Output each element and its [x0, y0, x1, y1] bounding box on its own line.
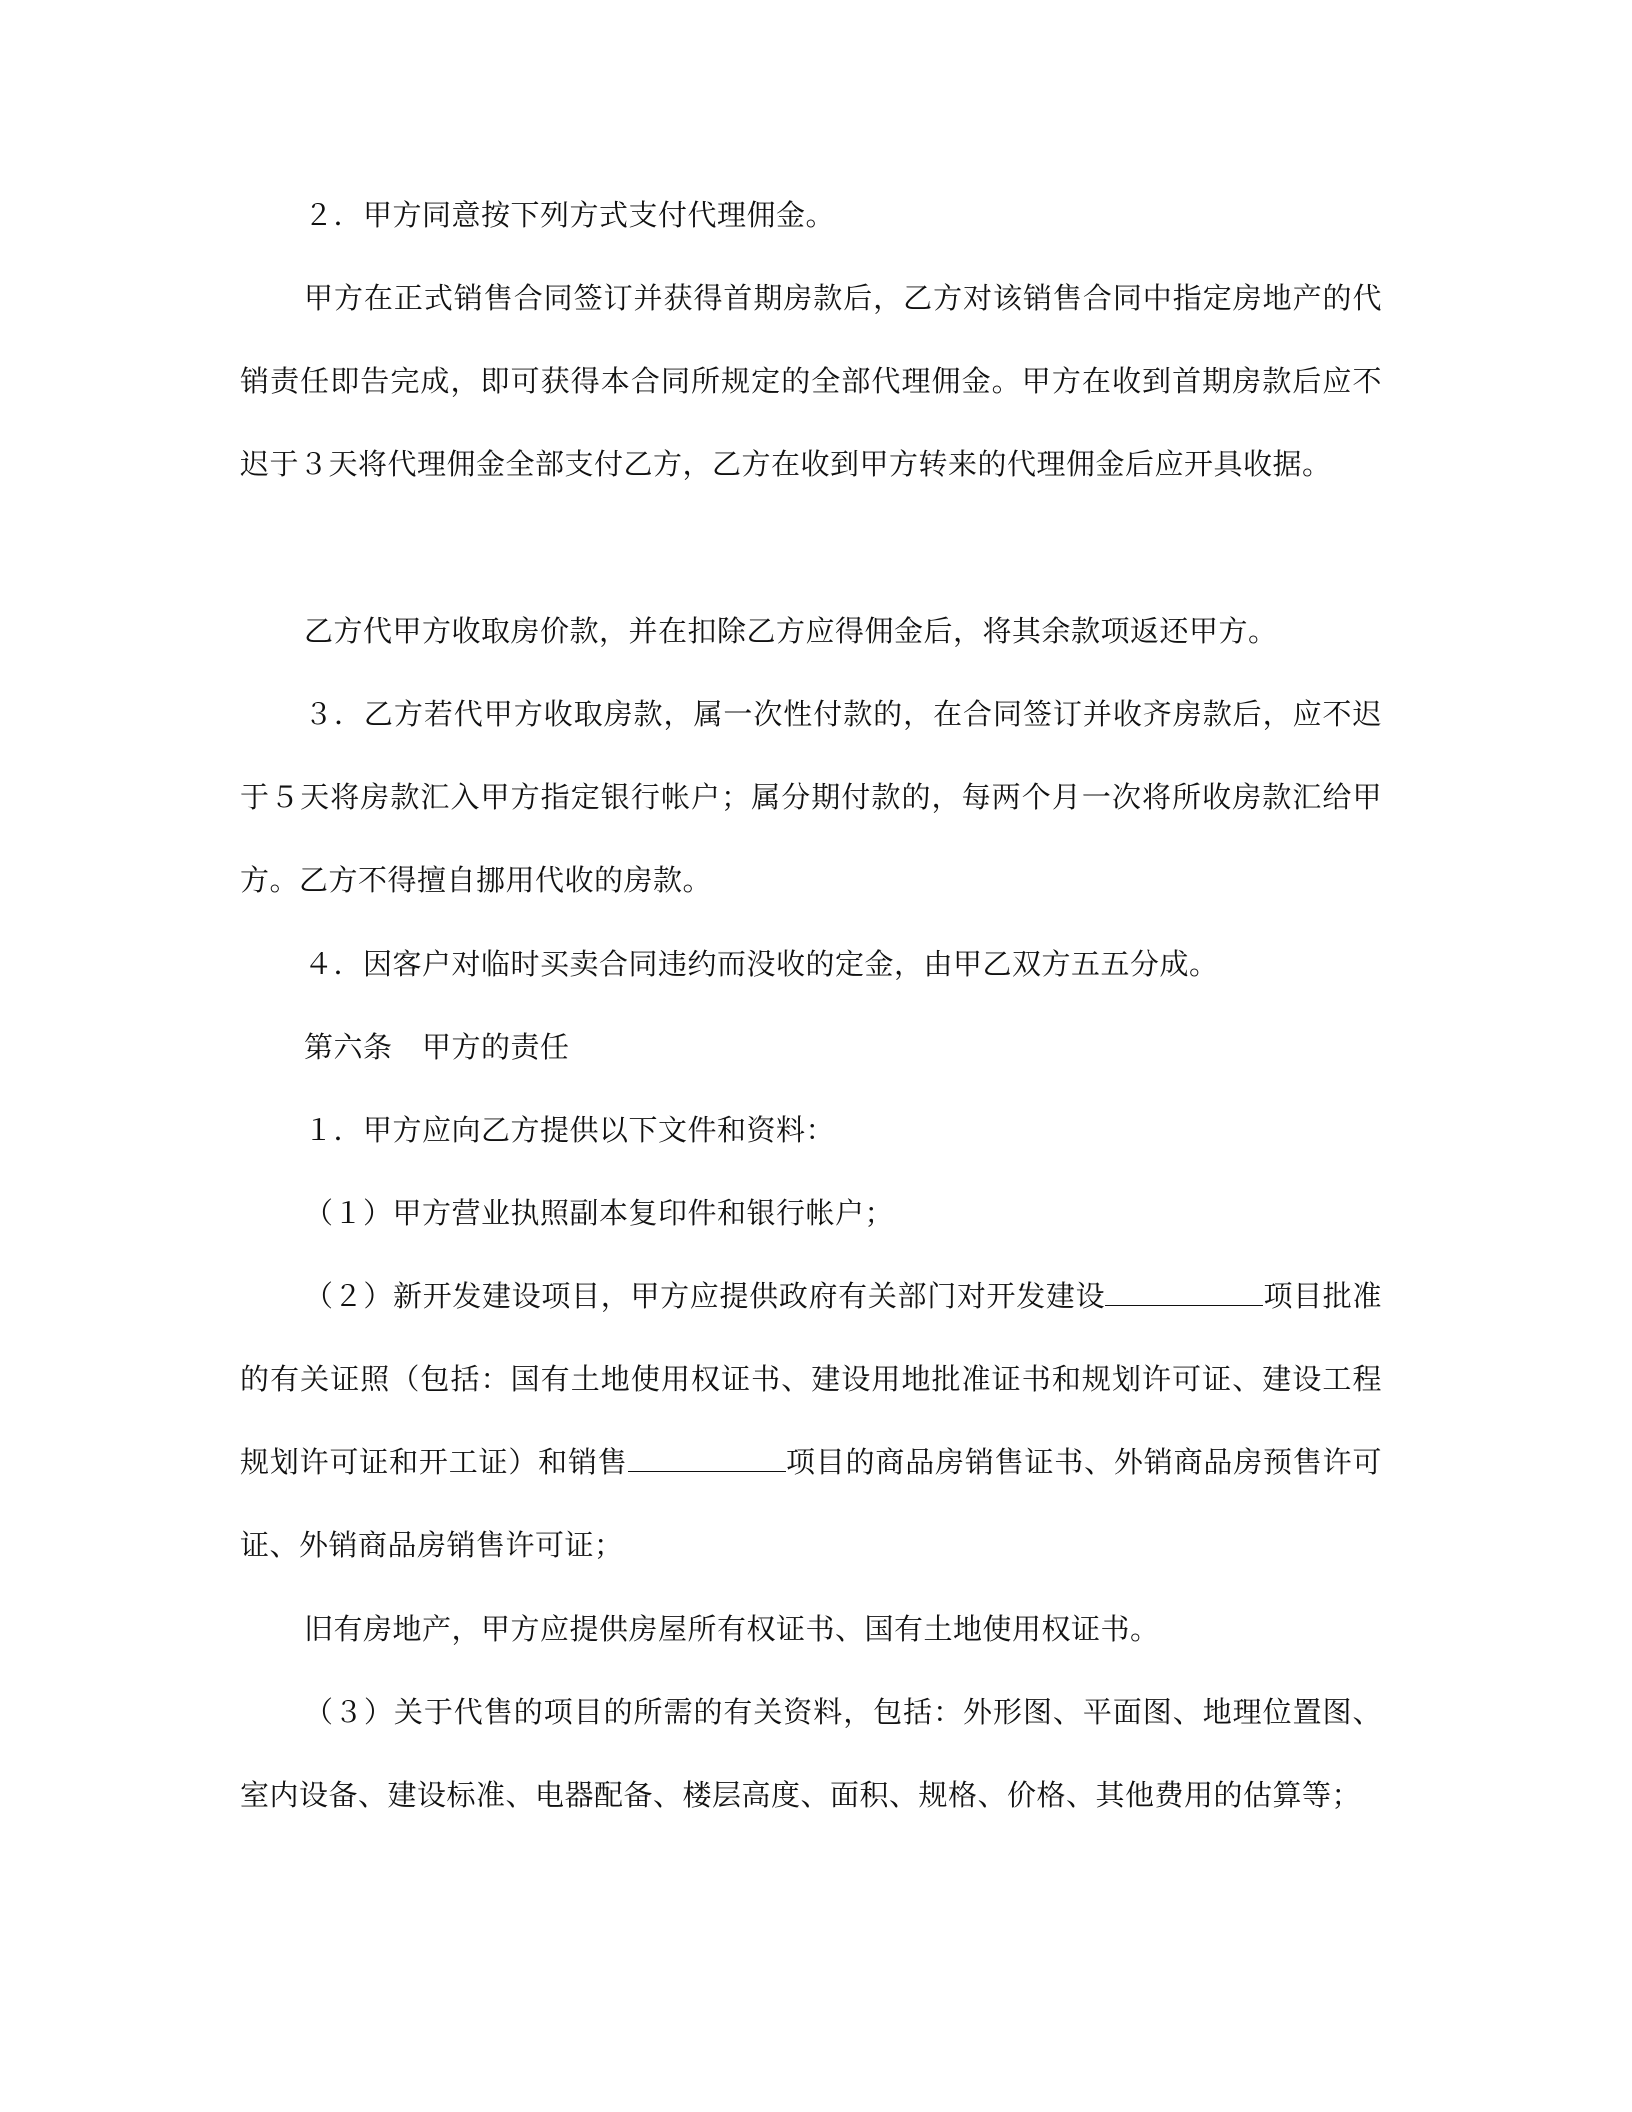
- paragraph-old-property: 旧有房地产，甲方应提供房屋所有权证书、国有土地使用权证书。: [304, 1612, 1160, 1646]
- paragraph-new-project-part2: 项目批准的有关证照（包括：国有土地使用权证书、建设用地批准证书和规划许可证、建设工程规划许可证和开工证）和销售: [240, 1279, 1382, 1479]
- paragraph-provide-documents: １．甲方应向乙方提供以下文件和资料：: [304, 1113, 836, 1147]
- paragraph-license-copy: （１）甲方营业执照副本复印件和银行帐户；: [304, 1196, 895, 1230]
- paragraph-deposit-split: ４．因客户对临时买卖合同违约而没收的定金，由甲乙双方五五分成。: [304, 947, 1219, 981]
- paragraph-new-project-part1: （２）新开发建设项目，甲方应提供政府有关部门对开发建设: [304, 1279, 1106, 1313]
- paragraph-collect-payment: ３．乙方若代甲方收取房款，属一次性付款的，在合同签订并收齐房款后，应不迟于５天将房款汇入甲方指定银行帐户；属分期付款的，每两个月一次将所收房款汇给甲方。乙方不得擅自挪用代收的房款。: [240, 697, 1382, 897]
- paragraph-commission-payment: ２．甲方同意按下列方式支付代理佣金。: [304, 198, 836, 232]
- paragraph-new-project-part3: 项目的商品房销售证书、外销商品房预售许可证、外销商品房销售许可证；: [240, 1445, 1382, 1562]
- fill-in-blank-sale-project[interactable]: [628, 1445, 786, 1472]
- paragraph-new-project: [240, 1255, 1382, 1587]
- fill-in-blank-project[interactable]: [1105, 1279, 1263, 1306]
- paragraph-collect-price: 乙方代甲方收取房价款，并在扣除乙方应得佣金后，将其余款项返还甲方。: [304, 614, 1278, 648]
- article-six-heading: 第六条 甲方的责任: [304, 1030, 570, 1064]
- paragraph-project-materials: （３）关于代售的项目的所需的有关资料，包括：外形图、平面图、地理位置图、室内设备、建设标准、电器配备、楼层高度、面积、规格、价格、其他费用的估算等；: [240, 1695, 1382, 1812]
- paragraph-first-payment: 甲方在正式销售合同签订并获得首期房款后，乙方对该销售合同中指定房地产的代销责任即告完成，即可获得本合同所规定的全部代理佣金。甲方在收到首期房款后应不迟于３天将代理佣金全部支付乙方，乙方在收到甲方转来的代理佣金后应开具收据。: [240, 281, 1382, 481]
